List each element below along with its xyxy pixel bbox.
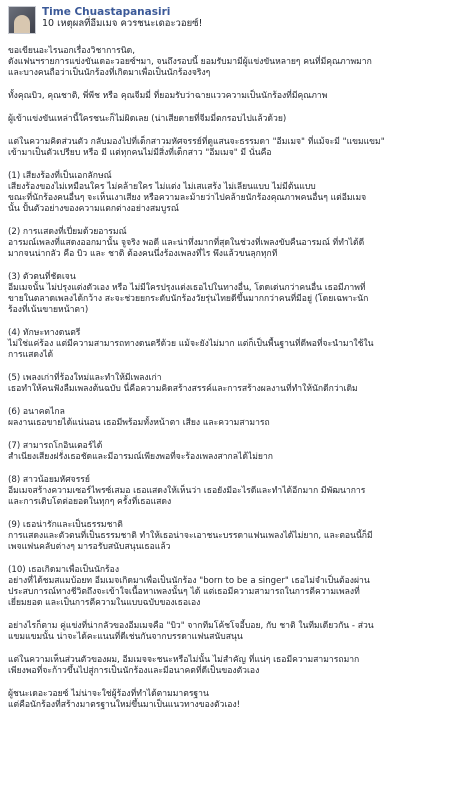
reason-item (8, 565, 447, 609)
reason-title: (10) เธอเกิดมาเพื่อเป็นนักร้อง (8, 565, 120, 575)
intro-paragraph: แต่ในความคิดส่วนตัว กลับมองไปที่เด็กสาวมหัศจรรย์ที่ดูแสนจะธรรมดา "อีมเมจ" ที่แม้จะมี "แขมแขม" เข้ามาเป็นตัวเปรียบ หรือ มี แต่ทุกคนไม่มีสิ่งที่เด็กสาว "อีมเมจ" มี นั่นคือ (8, 137, 385, 158)
reason-title: (2) การแสดงที่เปี่ยมด้วยอารมณ์ (8, 227, 127, 237)
reason-title: (7) สามารถโกอินเตอร์ได้ (8, 441, 103, 451)
reason-item (8, 227, 447, 260)
outro-paragraph: ผู้ชนะเดอะวอยซ์ ไม่น่าจะใช่ผู้ร้องที่ทำได้ตามมาตรฐาน แต่คือนักร้องที่สร้างมาตรฐานใหม่ขึ้นมาเป็นแนวทางของตัวเอง! (8, 689, 241, 710)
post-headline: 10 เหตุผลที่อีมเมจ ควรชนะเดอะวอยซ์! (42, 18, 203, 29)
post-header-text (42, 6, 202, 30)
outro-paragraph: แต่ในความเห็นส่วนตัวของผม, อีมเมจจะชนะหรือไม่นั้น ไม่สำคัญ ที่แน่ๆ เธอมีความสามารถมาก เพียงพอที่จะก้าวขึ้นไปสู่การเป็นนักร้องและมีอนาคตที่ดีเป็นของตัวเอง (8, 655, 360, 676)
post-body (8, 46, 447, 711)
reason-item (8, 328, 447, 361)
reason-item (8, 475, 447, 508)
reason-item (8, 441, 447, 463)
post-header (8, 6, 447, 36)
reason-text: ไม่ใช่แค่ร้อง แต่มีความสามารถทางดนตรีด้วย แม้จะยังไม่มาก แต่ก็เป็นพื้นฐานที่ดีพอที่จะนำมาใช้ใน การแสดงได้ (8, 339, 374, 360)
intro-paragraph: ผู้เข้าแข่งขันเหล่านี้ใครชนะก็ไม่ผิดเลย (น่าเสียดายที่จีมมี่ตกรอบไปแล้วด้วย) (8, 114, 287, 124)
reason-title: (6) อนาคตไกล (8, 407, 65, 417)
reason-text: อารมณ์เพลงที่แสดงออกมานั้น จูจริง พอดี และน่าทึ่งมากที่สุดในช่วงที่เพลงขับคืนอารมณ์ ที่ทำได้ดี มากจนน่ากลัว คือ บิว และ ชาติ ต้องคนนึ่งร้องเพลงที่ไร พึงแล้วขนลุกทุกที (8, 238, 365, 259)
reason-text: อีมเมจสร้างความเซอร์ไพรซ์เสมอ เธอแสดงให้เห็นว่า เธอยังมีอะไรดีและทำได้อีกมาก มีพัฒนาการ และการเติบโตต่อยอดในทุกๆ ครั้งที่เธอแสดง (8, 486, 366, 507)
outro-paragraph: อย่างไรก็ตาม คู่แข่งที่น่ากลัวของอีมเมจคือ "บิว" จากทีมโค้ชโจอี้บอย, กับ ชาติ ในทีมเดียวกัน - ส่วน แขมแขมนั้น น่าจะได้คะแนนที่ดีเช่นกันจากบรรดาแฟนสนับสนุน (8, 621, 374, 642)
reason-text: สำเนียงเสียงฝรั่งเธอชัดและมีอารมณ์เพียงพอที่จะร้องเพลงสากลได้ไม่ยาก (8, 452, 273, 462)
intro-paragraph: ขอเขียนอะไรนอกเรื่องวิชาการนิด, ดังแฟนฯรายการแข่งขันเดอะวอยซ์ฯมา, จนถึงรอบนี้ ยอมรับมามีผู้แข่งขันหลายๆ คนที่มีคุณภาพมาก และบางคนถือว่าเป็นนักร้องที่เกิดมาเพื่อเป็นนักร้องจริงๆ (8, 46, 372, 78)
reason-title: (5) เพลงเก่าที่ร้องใหม่และทำให้มีเพลงเก่า (8, 373, 162, 383)
reason-text: ผลงานเธอขายได้แน่นอน เธอมีพร้อมทั้งหน้าตา เสียง และความสามารถ (8, 418, 270, 428)
reason-text: เธอทำให้คนฟังลืมเพลงต้นฉบับ นี่คือความคิดสร้างสรรค์และการสร้างผลงานที่ทำให้นักดีกว่าเดิม (8, 384, 358, 394)
reason-item (8, 171, 447, 215)
reason-text: เสียงร้องของไม่เหมือนใคร ไม่คล้ายใคร ไม่แต่ง ไม่เสแสร้ง ไม่เลียนแบบ ไม่มีต้นแบบ ขณะที่นักร้องคนอื่นๆ จะเห็นเงาเสียง หรือความละม้ายว่าไปคล้ายนักร้องคุณภาพคนอื่นๆ แต่อีมเมจ นั้น ปั้นตัวอย่างของความแตกต่างอย่างสมบูรณ์ (8, 182, 367, 214)
reason-title: (8) สาวน้อยมหัศจรรย์ (8, 475, 90, 485)
reason-item (8, 373, 447, 395)
reason-item (8, 407, 447, 429)
reason-item (8, 272, 447, 316)
reason-title: (3) ตัวตนที่ชัดเจน (8, 272, 76, 282)
reason-title: (9) เธอน่ารักและเป็นธรรมชาติ (8, 520, 123, 530)
reason-title: (1) เสียงร้องที่เป็นเอกลักษณ์ (8, 171, 112, 181)
reason-item (8, 520, 447, 553)
avatar-person-icon (14, 15, 30, 33)
reason-text: อีมเมจนั้น ไม่ปรุงแต่งตัวเอง หรือ ไม่มีใครปรุงแต่งเธอไปในทางอื่น, โดดเด่นกว่าคนอื่น เธอมีภาพที่ ขายในตลาดเพลงได้กว้าง สะจะช่วยยกระดับนักร้องวัยรุ่นไทยดีขึ้นมากกว่าคนที่มีอยู่ (โดยเฉพาะนัก ร้องที่เน้นขายหน้าตา) (8, 283, 369, 315)
author-avatar[interactable] (8, 6, 36, 34)
author-name-link[interactable]: Time Chuastapanasiri (42, 6, 171, 18)
reason-text: อย่างที่ได้ชมสแมบ้อยท อีมเมจเกิดมาเพื่อเป็นนักร้อง "born to be a singer" เธอไม่จำเป็นต้องผ่าน ประสบการณ์ทางชีวิตถึงจะเข้าใจเนื้อหาเพลงนั้นๆ ได้ แต่เธอมีความสามารถในการตีความเพลงที่ เยี่ยมยอด และเป็นการตีความในแบบฉบับของเธอเอง (8, 576, 370, 608)
intro-paragraph: ทั้งคุณบิว, คุณชาติ, พี่พีช หรือ คุณจีมมี่ ที่ยอมรับว่าฉายแววความเป็นนักร้องที่มีคุณภาพ (8, 91, 328, 101)
reason-text: การแสดงและตัวตนที่เป็นธรรมชาติ ทำให้เธอน่าจะเอาชนะบรรดาแฟนเพลงได้ไม่ยาก, และตอนนี้ก็มี เพจแฟนคลับต่างๆ มารอรับสนับสนุนเธอแล้ว (8, 531, 373, 552)
reason-title: (4) ทักษะทางดนตรี (8, 328, 81, 338)
